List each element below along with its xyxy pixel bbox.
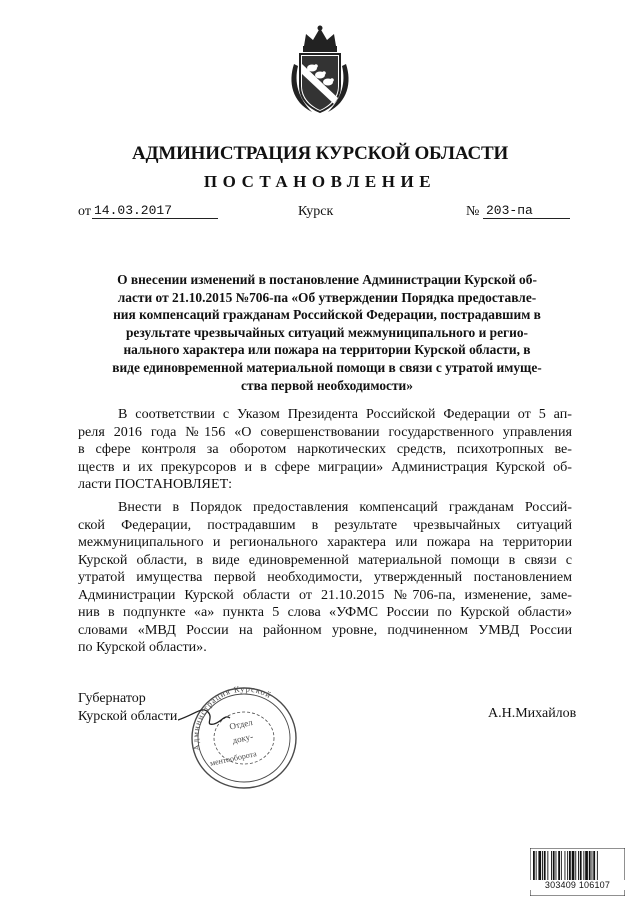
body-line: словами «МВД России на районном уровне, подчиненном УМВД России xyxy=(78,621,572,638)
body-line: утратой имущества первой необходимости, утвержденный постановлением xyxy=(78,569,572,585)
body-line: ществ и их прекурсоров и в сфере миграции» Администрация Курской об- xyxy=(78,458,572,475)
number-prefix: № xyxy=(466,204,480,219)
stamp-center-text: Отдел xyxy=(228,716,254,732)
body-line: Внести в Порядок предоставления компенсаций гражданам Россий- xyxy=(118,499,572,515)
subject-line: результате чрезвычайных ситуаций межмуниципального и регио- xyxy=(125,324,529,340)
document-type-title: ПОСТАНОВЛЕНИЕ xyxy=(203,172,437,191)
subject-line: ласти от 21.10.2015 №706-па «Об утверждении Порядка предоставле- xyxy=(117,289,537,305)
subject-line: нального характера или пожара на территории Курской области, в xyxy=(123,342,531,358)
resolution-paragraph xyxy=(78,499,572,657)
document-city: Курск xyxy=(298,204,334,219)
subject-line: ства первой необходимости» xyxy=(241,377,413,393)
signer-title-line: Курской области xyxy=(78,709,178,724)
document-number: 203-па xyxy=(483,204,570,219)
official-stamp xyxy=(178,676,308,796)
subject-line: О внесении изменений в постановление Администрации Курской об- xyxy=(117,272,537,287)
subject-line: ния компенсаций гражданам Российской Федерации, пострадавшим в xyxy=(113,307,541,323)
body-line: в сфере контроля за оборотом наркотических средств, психотропных ве- xyxy=(78,441,572,457)
document-subject xyxy=(78,271,576,394)
body-line: реля 2016 года №156 «О совершенствовании государственного управления xyxy=(78,423,572,440)
stamp-ring-text: Администрация Курской xyxy=(190,683,274,752)
document-date: 14.03.2017 xyxy=(92,204,218,219)
signer-title xyxy=(78,690,177,726)
body-line: нив в подпункте «а» пункта 5 слова «УФМС России по Курской области» xyxy=(78,604,572,620)
body-line: Администрации Курской области от 21.10.2015 №706-па, изменение, заме- xyxy=(78,586,572,603)
signer-title-line: Губернатор xyxy=(78,691,146,706)
body-line: межмуниципального и регионального характера или пожара на территории xyxy=(78,534,572,550)
organization-name: АДМИНИСТРАЦИЯ КУРСКОЙ ОБЛАСТИ xyxy=(131,143,509,164)
preamble-paragraph xyxy=(78,406,572,494)
body-line: по Курской области». xyxy=(78,639,207,655)
coat-of-arms-emblem xyxy=(286,24,354,116)
body-line: В соответствии с Указом Президента Российской Федерации от 5 ап- xyxy=(118,406,572,422)
stamp-center-text: доку- xyxy=(231,731,254,746)
body-line: ласти ПОСТАНОВЛЯЕТ: xyxy=(78,476,233,492)
body-line: ской Федерации, пострадавшим в результате чрезвычайных ситуаций xyxy=(78,516,572,533)
subject-line: виде единовременной материальной помощи в связи с утратой имуще- xyxy=(112,359,542,375)
date-prefix: от xyxy=(78,204,91,219)
barcode-number: 303409 106107 xyxy=(529,880,626,890)
stamp-center-text: ментооборота xyxy=(209,749,258,768)
body-line: Курской области, в виде единовременной материальной помощи в связи с xyxy=(78,551,572,568)
signer-name: А.Н.Михайлов xyxy=(488,706,577,721)
